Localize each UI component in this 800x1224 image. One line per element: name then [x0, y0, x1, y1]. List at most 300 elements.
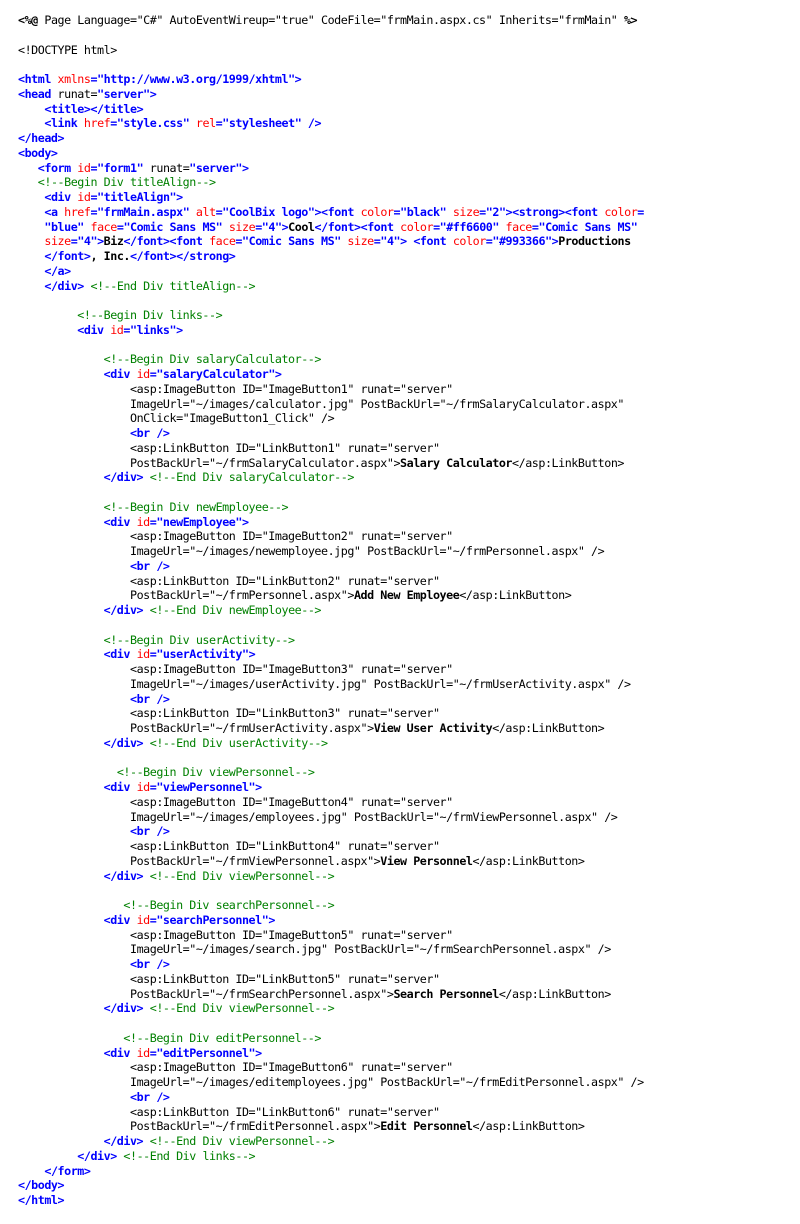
code-token: "4"	[380, 234, 401, 249]
code-token	[18, 1090, 130, 1104]
code-token: id	[136, 647, 150, 662]
code-line	[18, 544, 788, 559]
code-token	[18, 470, 104, 484]
code-token: <!--End Div links-->	[123, 1148, 256, 1163]
code-token: "#ff6600"	[439, 219, 499, 234]
code-token: ImageUrl="~/images/search.jpg" PostBackUrl="~/frmSearchPersonnel.aspx" />	[129, 942, 611, 957]
code-token: PostBackUrl="~/frmEditPersonnel.aspx">	[129, 1119, 381, 1134]
code-line	[18, 1016, 788, 1031]
code-token: =	[373, 234, 381, 249]
code-token: >	[255, 780, 262, 794]
code-token	[18, 1001, 104, 1015]
code-token: <%@	[18, 13, 38, 27]
code-token: <!--Begin Div viewPersonnel-->	[116, 765, 315, 780]
code-token: "4"	[77, 234, 98, 249]
code-token	[18, 529, 130, 543]
code-line	[18, 1193, 788, 1208]
code-line	[18, 456, 788, 471]
code-token: =	[149, 367, 157, 381]
code-token	[18, 780, 104, 794]
code-token: Productions	[558, 234, 631, 249]
code-token: =	[235, 234, 243, 249]
code-line	[18, 367, 788, 382]
code-token: <!--End Div viewPersonnel-->	[149, 868, 335, 883]
code-token: View User Activity	[373, 721, 493, 735]
code-line	[18, 1031, 788, 1046]
code-line	[18, 1149, 788, 1164]
code-token: color	[360, 204, 394, 219]
code-token: "newEmployee"	[156, 514, 242, 529]
code-token	[18, 279, 44, 293]
code-token: color	[604, 204, 638, 219]
code-line	[18, 795, 788, 810]
code-token: <!--Begin Div searchPersonnel-->	[123, 898, 335, 912]
code-token: "stylesheet"	[222, 116, 302, 131]
code-token: ImageUrl="~/images/editemployees.jpg" PostBackUrl="~/frmEditPersonnel.aspx" />	[129, 1075, 644, 1089]
code-line	[18, 470, 788, 485]
code-line	[18, 662, 788, 677]
code-token	[143, 603, 150, 617]
code-token	[18, 116, 44, 130]
code-line	[18, 987, 788, 1002]
code-line	[18, 574, 788, 589]
code-line	[18, 928, 788, 943]
code-line	[18, 293, 788, 308]
code-token: =	[149, 514, 157, 529]
code-token: </asp:LinkButton>	[472, 1119, 585, 1134]
code-token: color	[400, 219, 434, 234]
code-token: "server"	[97, 86, 150, 101]
code-line	[18, 839, 788, 854]
code-line	[18, 692, 788, 707]
code-token: PostBackUrl="~/frmSearchPersonnel.aspx">	[129, 986, 394, 1001]
code-line	[18, 500, 788, 515]
code-token: id	[136, 912, 150, 927]
code-token: "black"	[400, 204, 447, 219]
code-token: "CoolBix logo"	[222, 204, 315, 219]
code-token: PostBackUrl="~/frmSalaryCalculator.aspx">	[129, 455, 401, 470]
code-token: "Comic Sans MS"	[242, 234, 341, 249]
code-line	[18, 780, 788, 795]
code-token: <div	[44, 190, 78, 204]
code-token: =	[70, 234, 78, 249]
code-token	[18, 633, 104, 647]
code-token: <!--Begin Div links-->	[77, 308, 223, 322]
code-token: <!--End Div titleAlign-->	[90, 278, 256, 293]
code-token: "Comic Sans MS"	[538, 219, 638, 234]
code-line	[18, 957, 788, 972]
code-token: >	[242, 160, 249, 175]
code-line	[18, 441, 788, 456]
code-token: </div>	[103, 868, 144, 883]
code-token	[18, 367, 104, 381]
code-line	[18, 1119, 788, 1134]
code-token: "salaryCalculator"	[156, 367, 275, 381]
code-token	[18, 1119, 130, 1133]
code-token: </a>	[44, 263, 71, 278]
code-token: <!--End Div viewPersonnel-->	[149, 1001, 335, 1016]
code-token: id	[136, 367, 150, 381]
code-token	[18, 588, 130, 602]
code-line	[18, 72, 788, 87]
code-token: <br />	[129, 426, 170, 440]
code-token: <!--Begin Div editPersonnel-->	[123, 1030, 321, 1045]
code-line	[18, 559, 788, 574]
code-token: <!--Begin Div titleAlign-->	[37, 175, 216, 190]
code-token: =	[90, 190, 98, 204]
code-line	[18, 1134, 788, 1149]
code-token: "server"	[189, 160, 242, 175]
code-token: </div>	[103, 1001, 144, 1016]
code-line	[18, 131, 788, 146]
code-token: =	[149, 780, 157, 794]
code-token: =	[485, 234, 493, 249]
code-line	[18, 913, 788, 928]
code-token: >	[149, 86, 157, 101]
code-token	[18, 352, 104, 366]
code-token: <!--End Div newEmployee-->	[149, 603, 321, 617]
code-token: <asp:ImageButton ID="ImageButton1" runat="server"	[129, 381, 453, 396]
code-token: "form1"	[97, 160, 144, 175]
code-token: =	[393, 204, 401, 219]
code-token: View Personnel	[380, 853, 473, 868]
code-token: Biz	[103, 234, 124, 249]
code-token: "blue"	[44, 219, 84, 234]
code-line	[18, 618, 788, 633]
code-token: </font></strong>	[130, 249, 236, 263]
code-line	[18, 942, 788, 957]
code-token	[18, 1031, 123, 1045]
code-token: =	[123, 322, 130, 337]
code-token: face	[505, 219, 532, 234]
code-token	[18, 515, 104, 529]
code-line	[18, 765, 788, 780]
code-token: >	[241, 514, 249, 529]
code-token	[18, 175, 38, 189]
code-token: =	[531, 219, 539, 234]
code-token: =	[90, 160, 98, 175]
code-line	[18, 1060, 788, 1075]
code-token	[18, 426, 130, 440]
code-token: <!DOCTYPE html>	[18, 42, 117, 57]
code-token: =	[149, 1045, 157, 1060]
code-token: ><font	[314, 204, 361, 219]
code-token	[143, 1134, 150, 1148]
code-line	[18, 175, 788, 190]
code-token: >	[176, 190, 183, 204]
code-token	[18, 544, 130, 558]
code-token	[446, 205, 453, 219]
code-token	[18, 662, 130, 676]
code-token	[18, 264, 44, 278]
code-token: <div	[103, 912, 137, 927]
code-token: "#993366"	[492, 234, 552, 249]
code-token	[18, 854, 130, 868]
code-token: =	[90, 204, 98, 219]
code-token: >	[248, 647, 256, 662]
code-token: <!--Begin Div userActivity-->	[103, 632, 295, 647]
code-line	[18, 824, 788, 839]
code-token: =	[433, 219, 440, 234]
code-token: , Inc.	[90, 249, 130, 263]
code-token: id	[77, 190, 91, 204]
code-token: "viewPersonnel"	[156, 780, 256, 794]
code-token: =	[215, 116, 223, 131]
code-token	[18, 898, 123, 912]
code-token: Edit Personnel	[380, 1119, 473, 1134]
code-token	[18, 397, 130, 411]
code-token: ImageUrl="~/images/userActivity.jpg" PostBackUrl="~/frmUserActivity.aspx" />	[129, 676, 631, 691]
code-token	[143, 869, 150, 883]
code-line	[18, 972, 788, 987]
code-token: <head	[18, 86, 58, 101]
code-listing	[18, 13, 788, 1208]
code-token: >	[255, 1045, 262, 1060]
code-line	[18, 249, 788, 264]
code-token	[18, 411, 130, 425]
code-line	[18, 190, 788, 205]
code-token: ImageUrl="~/images/calculator.jpg" PostBackUrl="~/frmSalaryCalculator.aspx"	[129, 396, 624, 411]
code-token	[189, 116, 196, 130]
code-token	[18, 205, 44, 219]
code-token	[18, 603, 104, 617]
code-token: "editPersonnel"	[156, 1045, 256, 1060]
code-token	[18, 220, 44, 234]
code-token: size	[347, 234, 374, 249]
code-token: runat=	[143, 160, 190, 175]
code-token	[18, 795, 130, 809]
code-token	[143, 470, 150, 484]
code-line	[18, 338, 788, 353]
code-token: <title></title>	[44, 101, 144, 116]
code-token: </div>	[77, 1148, 117, 1163]
code-line	[18, 1075, 788, 1090]
code-token: =	[149, 647, 157, 662]
code-token: <div	[77, 322, 111, 337]
code-token: >	[281, 219, 289, 234]
code-token: <br />	[129, 824, 170, 839]
code-token: </div>	[103, 735, 144, 750]
code-token: </font><font	[314, 219, 401, 234]
code-token	[189, 205, 196, 219]
code-token	[18, 441, 130, 455]
code-token	[18, 810, 130, 824]
code-line	[18, 308, 788, 323]
code-token: alt	[195, 204, 216, 219]
code-token	[18, 647, 104, 661]
code-token: </div>	[103, 603, 144, 617]
code-token: Page Language="C#" AutoEventWireup="true" CodeFile="frmMain.aspx.cs" Inherits="frmMain"	[37, 13, 624, 27]
code-line	[18, 1164, 788, 1179]
code-line	[18, 1001, 788, 1016]
code-token	[18, 677, 130, 691]
code-line	[18, 898, 788, 913]
code-token: xmlns	[57, 72, 91, 86]
code-token: </div>	[44, 278, 84, 293]
code-token	[18, 913, 104, 927]
code-line	[18, 102, 788, 117]
code-token	[18, 839, 130, 853]
code-token: <div	[103, 1045, 137, 1060]
code-token: </head>	[18, 131, 65, 145]
code-token: size	[44, 234, 71, 249]
code-token: </asp:LinkButton>	[492, 721, 605, 735]
code-token: id	[110, 322, 124, 337]
code-line	[18, 721, 788, 736]
code-token	[18, 942, 130, 956]
code-line	[18, 751, 788, 766]
code-token: </asp:LinkButton>	[472, 853, 585, 868]
code-token: <!--End Div userActivity-->	[149, 735, 328, 750]
code-token: size	[228, 219, 256, 234]
code-token: <asp:ImageButton ID="ImageButton3" runat="server"	[129, 662, 453, 676]
code-token: "titleAlign"	[97, 190, 177, 204]
code-token	[18, 102, 44, 116]
code-token: <asp:ImageButton ID="ImageButton5" runat="server"	[129, 927, 453, 942]
code-token	[18, 692, 130, 706]
code-line	[18, 869, 788, 884]
code-line	[18, 633, 788, 648]
code-token: "2"	[485, 204, 506, 219]
code-token: id	[136, 780, 150, 794]
code-token: <form	[37, 160, 78, 175]
code-token: </asp:LinkButton>	[459, 588, 572, 603]
code-token: "http://www.w3.org/1999/xhtml"	[97, 72, 295, 86]
code-token: <br />	[129, 1089, 170, 1104]
code-token	[18, 721, 130, 735]
code-line	[18, 205, 788, 220]
code-token	[18, 1149, 77, 1163]
code-line	[18, 411, 788, 426]
code-token: </div>	[103, 1134, 144, 1148]
code-token	[143, 736, 150, 750]
code-line	[18, 588, 788, 603]
code-token: "links"	[130, 322, 177, 337]
code-line	[18, 28, 788, 43]
code-line	[18, 146, 788, 161]
code-token: rel	[195, 116, 216, 131]
code-token: </asp:LinkButton>	[498, 986, 611, 1001]
code-token: </div>	[103, 470, 144, 485]
code-token	[18, 308, 77, 322]
code-token	[18, 1134, 104, 1148]
code-token: face	[209, 234, 236, 249]
code-token: Add New Employee	[353, 588, 460, 603]
code-token: <div	[103, 780, 137, 794]
code-line	[18, 161, 788, 176]
code-token	[18, 1164, 44, 1178]
code-token: =	[116, 219, 124, 234]
code-token: =	[110, 116, 117, 131]
code-token	[18, 957, 130, 971]
code-line	[18, 116, 788, 131]
code-token: href	[83, 116, 111, 131]
code-line	[18, 426, 788, 441]
code-token	[18, 1075, 130, 1089]
code-token	[222, 220, 229, 234]
code-token: <div	[103, 367, 137, 381]
code-token	[18, 234, 44, 248]
code-token: <!--Begin Div salaryCalculator-->	[103, 352, 321, 367]
code-token: id	[136, 1045, 150, 1060]
code-token: >	[551, 234, 559, 249]
code-line	[18, 515, 788, 530]
code-token: <asp:LinkButton ID="LinkButton6" runat="server"	[129, 1104, 440, 1119]
code-token: <div	[103, 514, 137, 529]
code-token: "userActivity"	[156, 647, 249, 662]
code-token: OnClick="ImageButton1_Click" />	[129, 411, 335, 426]
code-token	[18, 706, 130, 720]
code-token: ><strong><font	[505, 204, 605, 219]
code-line	[18, 1178, 788, 1193]
code-token: <asp:ImageButton ID="ImageButton2" runat="server"	[129, 529, 453, 544]
code-token	[18, 161, 38, 175]
code-token	[143, 1001, 150, 1015]
code-token: > <font	[400, 234, 453, 249]
code-line	[18, 485, 788, 500]
code-token: size	[452, 204, 480, 219]
code-token	[18, 869, 104, 883]
code-line	[18, 352, 788, 367]
code-line	[18, 87, 788, 102]
code-token: color	[452, 234, 486, 249]
code-token: Search Personnel	[393, 986, 499, 1001]
code-token: <!--End Div salaryCalculator-->	[149, 470, 354, 485]
code-token: <body>	[18, 145, 58, 160]
code-line	[18, 810, 788, 825]
code-token: Cool	[288, 219, 315, 234]
code-token: <asp:ImageButton ID="ImageButton4" runat="server"	[129, 794, 453, 809]
code-line	[18, 706, 788, 721]
code-line	[18, 264, 788, 279]
code-token: >	[176, 322, 183, 337]
code-token: <asp:LinkButton ID="LinkButton1" runat="server"	[129, 440, 440, 455]
code-line	[18, 1090, 788, 1105]
code-token: <link	[44, 116, 84, 131]
code-line	[18, 279, 788, 294]
code-token: PostBackUrl="~/frmUserActivity.aspx">	[129, 721, 374, 735]
code-token: />	[301, 116, 322, 131]
code-token	[18, 1060, 130, 1074]
code-line	[18, 397, 788, 412]
code-line	[18, 220, 788, 235]
code-token: ImageUrl="~/images/employees.jpg" PostBackUrl="~/frmViewPersonnel.aspx" />	[129, 809, 618, 824]
code-token: </asp:LinkButton>	[512, 455, 624, 470]
code-line	[18, 647, 788, 662]
code-line	[18, 603, 788, 618]
code-token: Salary Calculator	[400, 455, 513, 470]
code-line	[18, 1105, 788, 1120]
code-token: <asp:ImageButton ID="ImageButton6" runat="server"	[129, 1060, 453, 1075]
code-line	[18, 1046, 788, 1061]
code-token: "style.css"	[116, 116, 190, 131]
code-line	[18, 323, 788, 338]
code-token: id	[77, 160, 91, 175]
code-line	[18, 529, 788, 544]
code-token: </font><font	[123, 234, 210, 249]
code-token: face	[90, 219, 117, 234]
code-token	[18, 249, 44, 263]
code-token: runat=	[57, 86, 98, 101]
code-token: >	[274, 367, 282, 381]
code-token: </font>	[44, 249, 91, 263]
code-token: "4"	[261, 219, 282, 234]
code-token	[18, 500, 104, 514]
code-token: >	[97, 234, 104, 249]
code-token: <asp:LinkButton ID="LinkButton5" runat="server"	[129, 971, 440, 986]
code-line	[18, 677, 788, 692]
code-line	[18, 736, 788, 751]
